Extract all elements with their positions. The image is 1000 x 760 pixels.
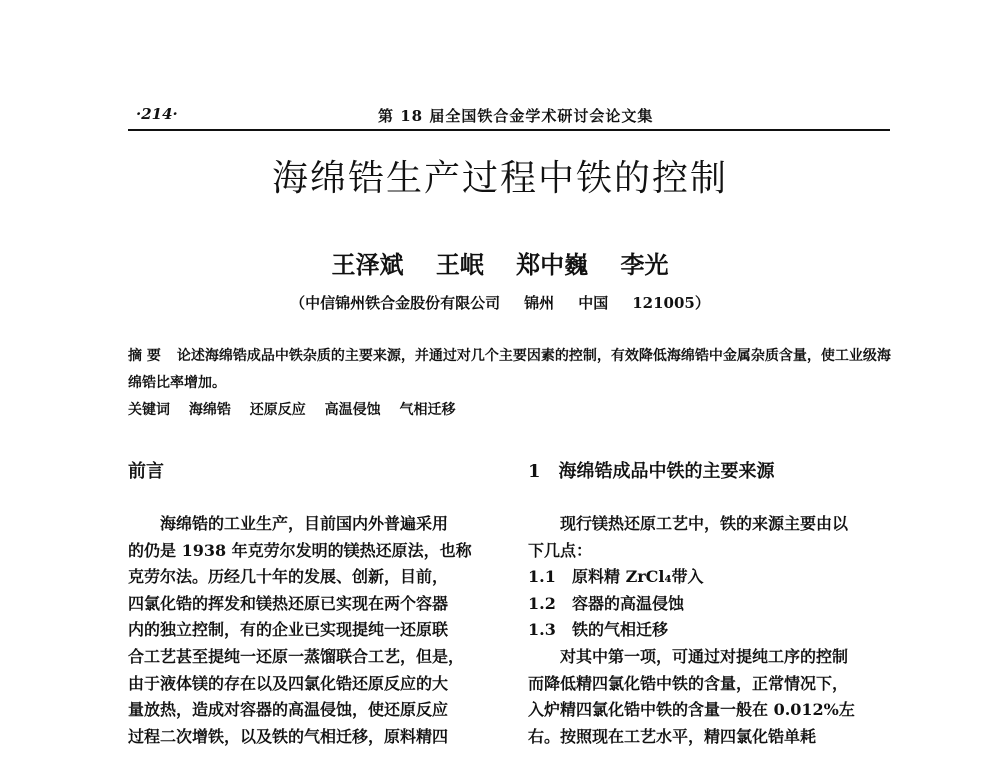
keyword: 高温侵蚀 [324,402,381,418]
affiliation-city: 锦州 [524,294,555,312]
section-heading-preface: 前言 [128,461,164,482]
affiliation-country: 中国 [578,294,609,312]
subsection-item [528,564,884,591]
section-number: 1 [528,461,541,482]
keywords-label: 关键词 [128,402,170,418]
section-1-paragraph [528,644,884,750]
text-line: 由于液体镁的存在以及四氯化锆还原反应的大 [128,673,449,693]
subsection-item [528,617,884,644]
affiliation [0,292,1000,313]
text-line: 海绵锆的工业生产，目前国内外普遍采用 [160,514,449,533]
text-line: 对其中第一项，可通过对提纯工序的控制 [560,647,849,666]
subsection-list [528,564,884,644]
text-line: 量放热，造成对容器的高温侵蚀，使还原反应 [128,700,449,720]
running-header [128,103,890,131]
author: 王岷 [435,250,484,279]
text-line: 过程二次增铁，以及铁的气相迁移，原料精四 [128,726,449,746]
subsection-number: 1.3 [528,620,556,640]
affiliation-close: ） [694,294,710,312]
page-number: ·214· [136,105,178,123]
subsection-number: 1.1 [528,567,556,586]
text-line: 入炉精四氯化锆中铁的含量一般在 0.012%左 [528,700,855,720]
author-list [0,245,1000,280]
journal-title: 第 18 届全国铁合金学术研讨会论文集 [378,107,654,125]
text-line: 内的独立控制，有的企业已实现提纯一还原联 [128,620,449,640]
section-title: 海绵锆成品中铁的主要来源 [558,461,775,482]
affiliation-open: （ [290,294,306,312]
text-line: 克劳尔法。历经几十年的发展、创新，目前， [128,567,449,587]
section-heading-1 [528,457,775,483]
text-line: 而降低精四氯化锆中铁的含量，正常情况下， [528,673,849,693]
keyword: 海绵锆 [188,402,231,418]
abstract [128,343,898,397]
paper-title: 海绵锆生产过程中铁的控制 [271,158,728,199]
keyword: 气相迁移 [399,402,456,418]
subsection-item [528,591,884,618]
subsection-title: 铁的气相迁移 [572,620,669,640]
text-line: 的仍是 1938 年克劳尔发明的镁热还原法，也称 [128,540,472,560]
text-line: 四氯化锆的挥发和镁热还原已实现在两个容器 [128,593,449,613]
keywords [128,399,898,419]
author: 王泽斌 [331,250,404,279]
subsection-title: 容器的高温侵蚀 [572,593,685,613]
subsection-number: 1.2 [528,593,556,613]
section-1-intro [528,511,884,564]
text-line: 右。按照现在工艺水平，精四氯化锆单耗 [528,726,817,746]
abstract-label: 摘 要 [128,348,161,364]
keyword: 还原反应 [249,402,306,418]
text-line: 现行镁热还原工艺中，铁的来源主要由以 [560,514,849,533]
text-line: 合工艺甚至提纯一还原一蒸馏联合工艺，但是， [128,646,465,666]
abstract-text: 论述海绵锆成品中铁杂质的主要来源，并通过对几个主要因素的控制，有效降低海绵锆中金属杂质含量，使工业级海绵锆比率增加。 [128,348,891,391]
text-line: 下几点： [528,540,593,560]
affiliation-org: 中信锦州铁合金股份有限公司 [305,294,501,312]
affiliation-postcode: 121005 [632,294,695,312]
subsection-title: 原料精 ZrCl₄带入 [572,567,704,586]
preface-paragraph [128,511,486,750]
author: 李光 [620,250,669,279]
author: 郑中巍 [516,250,589,279]
